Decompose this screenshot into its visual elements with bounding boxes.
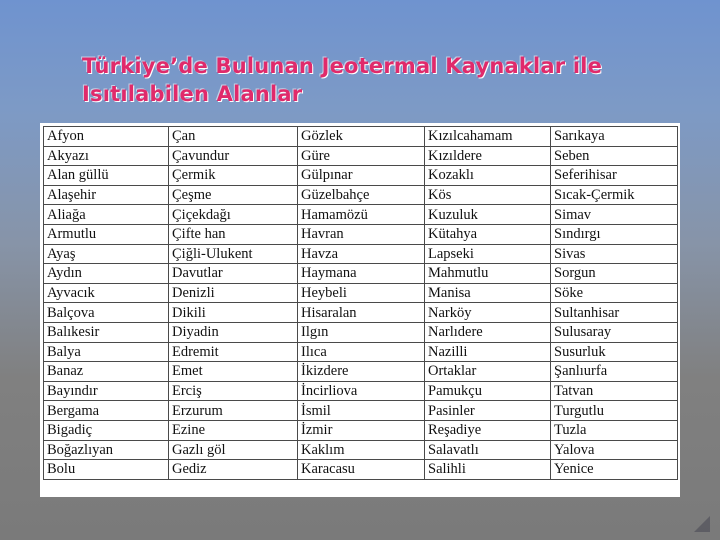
table-cell: Gözlek — [298, 127, 425, 147]
table-cell: Balçova — [44, 303, 169, 323]
table-cell: Tuzla — [551, 420, 678, 440]
table-cell: Davutlar — [169, 264, 298, 284]
table-cell: Heybeli — [298, 283, 425, 303]
table-cell: Kozaklı — [425, 166, 551, 186]
table-cell: Reşadiye — [425, 420, 551, 440]
table-cell: Banaz — [44, 362, 169, 382]
table-cell: Mahmutlu — [425, 264, 551, 284]
table-cell: Çiğli-Ulukent — [169, 244, 298, 264]
table-cell: Bergama — [44, 401, 169, 421]
table-row — [44, 127, 678, 147]
table-cell: Kuzuluk — [425, 205, 551, 225]
table-cell: Sivas — [551, 244, 678, 264]
table-cell: Gediz — [169, 460, 298, 480]
table-cell: Emet — [169, 362, 298, 382]
table-row — [44, 185, 678, 205]
table-cell: Yenice — [551, 460, 678, 480]
table-row — [44, 322, 678, 342]
table-row — [44, 342, 678, 362]
table-cell: Çavundur — [169, 146, 298, 166]
table-cell: Gülpınar — [298, 166, 425, 186]
table-cell: Erzurum — [169, 401, 298, 421]
table-row — [44, 166, 678, 186]
slide-title-line-1: Türkiye’de Bulunan Jeotermal Kaynaklar ile — [82, 54, 603, 78]
table-cell: İzmir — [298, 420, 425, 440]
table-cell: Erciş — [169, 381, 298, 401]
table-cell: Sulusaray — [551, 322, 678, 342]
table-cell: Sıcak-Çermik — [551, 185, 678, 205]
table-cell: Balıkesir — [44, 322, 169, 342]
table-row — [44, 283, 678, 303]
table-cell: Armutlu — [44, 224, 169, 244]
table-cell: Haymana — [298, 264, 425, 284]
table-row — [44, 362, 678, 382]
table-cell: Tatvan — [551, 381, 678, 401]
table-cell: Ilgın — [298, 322, 425, 342]
table-cell: Alan güllü — [44, 166, 169, 186]
table-cell: Salavatlı — [425, 440, 551, 460]
table-cell: Bigadiç — [44, 420, 169, 440]
table-cell: Balya — [44, 342, 169, 362]
table-panel — [40, 123, 680, 497]
table-cell: Diyadin — [169, 322, 298, 342]
slide-title — [82, 52, 682, 108]
table-cell: Ayvacık — [44, 283, 169, 303]
table-cell: Afyon — [44, 127, 169, 147]
table-cell: Sındırgı — [551, 224, 678, 244]
table-cell: Kaklım — [298, 440, 425, 460]
table-cell: Aydın — [44, 264, 169, 284]
table-cell: Çifte han — [169, 224, 298, 244]
table-cell: İncirliova — [298, 381, 425, 401]
table-row — [44, 381, 678, 401]
table-cell: Gazlı göl — [169, 440, 298, 460]
table-cell: Sarıkaya — [551, 127, 678, 147]
slide-corner-mark — [694, 516, 710, 532]
table-cell: Pasinler — [425, 401, 551, 421]
table-cell: Denizli — [169, 283, 298, 303]
table-row — [44, 420, 678, 440]
table-cell: Edremit — [169, 342, 298, 362]
table-cell: Ayaş — [44, 244, 169, 264]
table-cell: Sultanhisar — [551, 303, 678, 323]
table-cell: Nazilli — [425, 342, 551, 362]
table-cell: Turgutlu — [551, 401, 678, 421]
table-cell: Çermik — [169, 166, 298, 186]
table-cell: Çiçekdağı — [169, 205, 298, 225]
table-row — [44, 205, 678, 225]
table-cell: Güre — [298, 146, 425, 166]
table-row — [44, 224, 678, 244]
table-cell: Havran — [298, 224, 425, 244]
geothermal-locations-table — [43, 126, 678, 480]
table-cell: Ezine — [169, 420, 298, 440]
table-cell: Söke — [551, 283, 678, 303]
table-cell: Aliağa — [44, 205, 169, 225]
table-cell: Alaşehir — [44, 185, 169, 205]
table-cell: Sorgun — [551, 264, 678, 284]
table-cell: Kütahya — [425, 224, 551, 244]
table-row — [44, 264, 678, 284]
table-cell: Kös — [425, 185, 551, 205]
table-cell: Akyazı — [44, 146, 169, 166]
table-cell: Ilıca — [298, 342, 425, 362]
table-row — [44, 460, 678, 480]
table-cell: Seferihisar — [551, 166, 678, 186]
table-cell: Seben — [551, 146, 678, 166]
table-cell: Çan — [169, 127, 298, 147]
table-cell: Havza — [298, 244, 425, 264]
table-cell: Şanlıurfa — [551, 362, 678, 382]
table-cell: Lapseki — [425, 244, 551, 264]
table-cell: Yalova — [551, 440, 678, 460]
table-cell: Susurluk — [551, 342, 678, 362]
table-cell: Hisaralan — [298, 303, 425, 323]
table-cell: Narlıdere — [425, 322, 551, 342]
table-cell: Ortaklar — [425, 362, 551, 382]
table-cell: İkizdere — [298, 362, 425, 382]
table-cell: Bolu — [44, 460, 169, 480]
table-cell: Güzelbahçe — [298, 185, 425, 205]
table-cell: Hamamözü — [298, 205, 425, 225]
table-cell: Simav — [551, 205, 678, 225]
table-cell: Kızıldere — [425, 146, 551, 166]
slide-title-line-2: Isıtılabilen Alanlar — [82, 82, 303, 106]
table-cell: Pamukçu — [425, 381, 551, 401]
table-row — [44, 401, 678, 421]
table-row — [44, 303, 678, 323]
table-cell: Dikili — [169, 303, 298, 323]
table-row — [44, 440, 678, 460]
table-body — [44, 127, 678, 480]
table-row — [44, 146, 678, 166]
table-cell: İsmil — [298, 401, 425, 421]
table-cell: Narköy — [425, 303, 551, 323]
table-cell: Salihli — [425, 460, 551, 480]
table-cell: Manisa — [425, 283, 551, 303]
table-row — [44, 244, 678, 264]
table-cell: Karacasu — [298, 460, 425, 480]
table-cell: Çeşme — [169, 185, 298, 205]
table-cell: Boğazlıyan — [44, 440, 169, 460]
table-cell: Bayındır — [44, 381, 169, 401]
table-cell: Kızılcahamam — [425, 127, 551, 147]
